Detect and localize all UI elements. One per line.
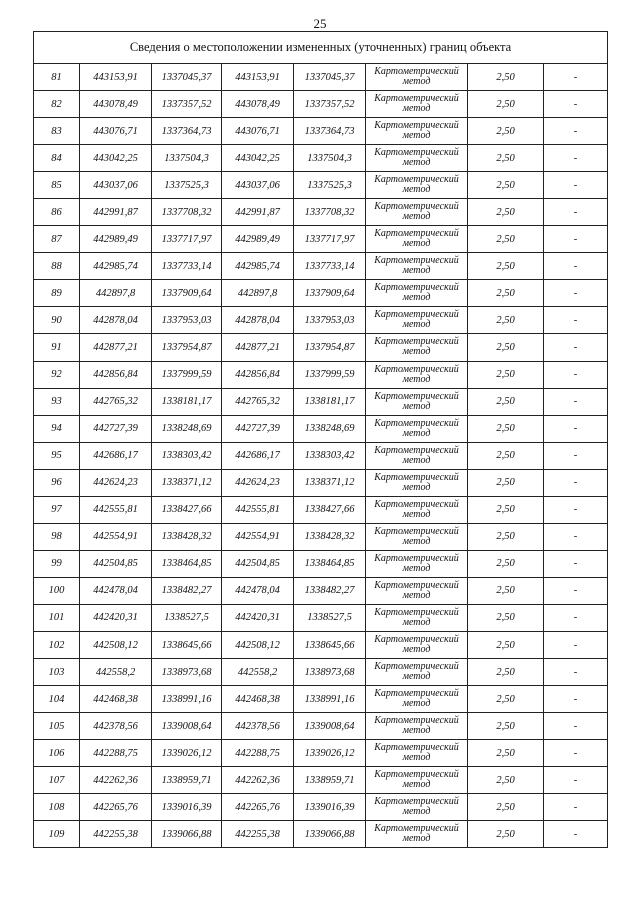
accuracy-cell: 2,50: [468, 172, 544, 199]
x-coordinate-cell: 442985,74: [80, 253, 152, 280]
note-cell: -: [544, 64, 608, 91]
accuracy-cell: 2,50: [468, 794, 544, 821]
new-y-coordinate-cell: 1338371,12: [294, 469, 366, 496]
note-cell: -: [544, 91, 608, 118]
x-coordinate-cell: 442686,17: [80, 442, 152, 469]
method-cell: Картометрический метод: [366, 388, 468, 415]
accuracy-cell: 2,50: [468, 713, 544, 740]
new-y-coordinate-cell: 1337364,73: [294, 118, 366, 145]
new-x-coordinate-cell: 442504,85: [222, 550, 294, 577]
new-y-coordinate-cell: 1338428,32: [294, 523, 366, 550]
x-coordinate-cell: 442991,87: [80, 199, 152, 226]
note-cell: -: [544, 334, 608, 361]
table-row: [34, 307, 608, 334]
new-x-coordinate-cell: 442288,75: [222, 740, 294, 767]
new-x-coordinate-cell: 442686,17: [222, 442, 294, 469]
table-row: [34, 91, 608, 118]
table-row: [34, 442, 608, 469]
method-cell: Картометрический метод: [366, 631, 468, 658]
point-number-cell: 83: [34, 118, 80, 145]
y-coordinate-cell: 1339016,39: [152, 794, 222, 821]
new-x-coordinate-cell: 442985,74: [222, 253, 294, 280]
table-row: [34, 767, 608, 794]
boundary-coordinates-table: [33, 31, 608, 848]
table-row: [34, 713, 608, 740]
new-x-coordinate-cell: 442468,38: [222, 686, 294, 713]
method-cell: Картометрический метод: [366, 821, 468, 848]
point-number-cell: 104: [34, 686, 80, 713]
new-x-coordinate-cell: 442878,04: [222, 307, 294, 334]
new-x-coordinate-cell: 442897,8: [222, 280, 294, 307]
new-x-coordinate-cell: 443153,91: [222, 64, 294, 91]
new-x-coordinate-cell: 442856,84: [222, 361, 294, 388]
x-coordinate-cell: 442262,36: [80, 767, 152, 794]
accuracy-cell: 2,50: [468, 496, 544, 523]
y-coordinate-cell: 1337999,59: [152, 361, 222, 388]
new-x-coordinate-cell: 442378,56: [222, 713, 294, 740]
point-number-cell: 91: [34, 334, 80, 361]
note-cell: -: [544, 631, 608, 658]
new-y-coordinate-cell: 1337504,3: [294, 145, 366, 172]
accuracy-cell: 2,50: [468, 659, 544, 686]
point-number-cell: 108: [34, 794, 80, 821]
note-cell: -: [544, 442, 608, 469]
new-x-coordinate-cell: 442877,21: [222, 334, 294, 361]
new-y-coordinate-cell: 1337045,37: [294, 64, 366, 91]
accuracy-cell: 2,50: [468, 118, 544, 145]
accuracy-cell: 2,50: [468, 253, 544, 280]
table-row: [34, 496, 608, 523]
x-coordinate-cell: 442265,76: [80, 794, 152, 821]
table-row: [34, 64, 608, 91]
table-title: Сведения о местоположении измененных (уточненных) границ объекта: [34, 32, 608, 64]
table-row: [34, 361, 608, 388]
x-coordinate-cell: 442255,38: [80, 821, 152, 848]
point-number-cell: 86: [34, 199, 80, 226]
new-y-coordinate-cell: 1337708,32: [294, 199, 366, 226]
new-x-coordinate-cell: 443037,06: [222, 172, 294, 199]
note-cell: -: [544, 469, 608, 496]
x-coordinate-cell: 442508,12: [80, 631, 152, 658]
y-coordinate-cell: 1337525,3: [152, 172, 222, 199]
table-row: [34, 145, 608, 172]
table-row: [34, 172, 608, 199]
accuracy-cell: 2,50: [468, 415, 544, 442]
method-cell: Картометрический метод: [366, 713, 468, 740]
accuracy-cell: 2,50: [468, 604, 544, 631]
method-cell: Картометрический метод: [366, 523, 468, 550]
x-coordinate-cell: 443042,25: [80, 145, 152, 172]
new-x-coordinate-cell: 442265,76: [222, 794, 294, 821]
y-coordinate-cell: 1337504,3: [152, 145, 222, 172]
method-cell: Картометрический метод: [366, 794, 468, 821]
method-cell: Картометрический метод: [366, 280, 468, 307]
method-cell: Картометрический метод: [366, 442, 468, 469]
table-row: [34, 334, 608, 361]
new-x-coordinate-cell: 442989,49: [222, 226, 294, 253]
new-x-coordinate-cell: 442508,12: [222, 631, 294, 658]
new-x-coordinate-cell: 443078,49: [222, 91, 294, 118]
y-coordinate-cell: 1337045,37: [152, 64, 222, 91]
new-x-coordinate-cell: 442558,2: [222, 659, 294, 686]
note-cell: -: [544, 577, 608, 604]
x-coordinate-cell: 442420,31: [80, 604, 152, 631]
y-coordinate-cell: 1338303,42: [152, 442, 222, 469]
y-coordinate-cell: 1337717,97: [152, 226, 222, 253]
point-number-cell: 103: [34, 659, 80, 686]
note-cell: -: [544, 253, 608, 280]
note-cell: -: [544, 199, 608, 226]
method-cell: Картометрический метод: [366, 334, 468, 361]
point-number-cell: 82: [34, 91, 80, 118]
new-y-coordinate-cell: 1338482,27: [294, 577, 366, 604]
new-x-coordinate-cell: 443042,25: [222, 145, 294, 172]
note-cell: -: [544, 550, 608, 577]
new-y-coordinate-cell: 1337999,59: [294, 361, 366, 388]
point-number-cell: 89: [34, 280, 80, 307]
method-cell: Картометрический метод: [366, 740, 468, 767]
x-coordinate-cell: 442897,8: [80, 280, 152, 307]
y-coordinate-cell: 1337953,03: [152, 307, 222, 334]
new-y-coordinate-cell: 1337525,3: [294, 172, 366, 199]
point-number-cell: 105: [34, 713, 80, 740]
y-coordinate-cell: 1338991,16: [152, 686, 222, 713]
accuracy-cell: 2,50: [468, 145, 544, 172]
x-coordinate-cell: 442468,38: [80, 686, 152, 713]
x-coordinate-cell: 442765,32: [80, 388, 152, 415]
accuracy-cell: 2,50: [468, 91, 544, 118]
note-cell: -: [544, 307, 608, 334]
y-coordinate-cell: 1338427,66: [152, 496, 222, 523]
note-cell: -: [544, 361, 608, 388]
point-number-cell: 85: [34, 172, 80, 199]
point-number-cell: 95: [34, 442, 80, 469]
table-row: [34, 415, 608, 442]
accuracy-cell: 2,50: [468, 280, 544, 307]
note-cell: -: [544, 604, 608, 631]
new-y-coordinate-cell: 1337954,87: [294, 334, 366, 361]
method-cell: Картометрический метод: [366, 172, 468, 199]
point-number-cell: 81: [34, 64, 80, 91]
y-coordinate-cell: 1338248,69: [152, 415, 222, 442]
table-body: [34, 32, 608, 848]
accuracy-cell: 2,50: [468, 64, 544, 91]
x-coordinate-cell: 442989,49: [80, 226, 152, 253]
table-row: [34, 604, 608, 631]
x-coordinate-cell: 442478,04: [80, 577, 152, 604]
y-coordinate-cell: 1338482,27: [152, 577, 222, 604]
accuracy-cell: 2,50: [468, 767, 544, 794]
new-y-coordinate-cell: 1337953,03: [294, 307, 366, 334]
y-coordinate-cell: 1338428,32: [152, 523, 222, 550]
x-coordinate-cell: 442727,39: [80, 415, 152, 442]
new-y-coordinate-cell: 1339016,39: [294, 794, 366, 821]
note-cell: -: [544, 767, 608, 794]
x-coordinate-cell: 442554,91: [80, 523, 152, 550]
y-coordinate-cell: 1339008,64: [152, 713, 222, 740]
table-title-row: [34, 32, 608, 64]
y-coordinate-cell: 1338464,85: [152, 550, 222, 577]
note-cell: -: [544, 523, 608, 550]
x-coordinate-cell: 442555,81: [80, 496, 152, 523]
point-number-cell: 107: [34, 767, 80, 794]
x-coordinate-cell: 443078,49: [80, 91, 152, 118]
new-y-coordinate-cell: 1337357,52: [294, 91, 366, 118]
accuracy-cell: 2,50: [468, 469, 544, 496]
method-cell: Картометрический метод: [366, 686, 468, 713]
accuracy-cell: 2,50: [468, 523, 544, 550]
method-cell: Картометрический метод: [366, 118, 468, 145]
note-cell: -: [544, 118, 608, 145]
note-cell: -: [544, 686, 608, 713]
x-coordinate-cell: 442558,2: [80, 659, 152, 686]
x-coordinate-cell: 442856,84: [80, 361, 152, 388]
point-number-cell: 94: [34, 415, 80, 442]
new-x-coordinate-cell: 442262,36: [222, 767, 294, 794]
x-coordinate-cell: 442878,04: [80, 307, 152, 334]
point-number-cell: 109: [34, 821, 80, 848]
method-cell: Картометрический метод: [366, 145, 468, 172]
y-coordinate-cell: 1338527,5: [152, 604, 222, 631]
x-coordinate-cell: 443037,06: [80, 172, 152, 199]
method-cell: Картометрический метод: [366, 604, 468, 631]
y-coordinate-cell: 1338645,66: [152, 631, 222, 658]
accuracy-cell: 2,50: [468, 686, 544, 713]
new-x-coordinate-cell: 442255,38: [222, 821, 294, 848]
new-x-coordinate-cell: 442420,31: [222, 604, 294, 631]
new-y-coordinate-cell: 1338991,16: [294, 686, 366, 713]
new-y-coordinate-cell: 1338464,85: [294, 550, 366, 577]
y-coordinate-cell: 1338371,12: [152, 469, 222, 496]
table-row: [34, 740, 608, 767]
new-x-coordinate-cell: 443076,71: [222, 118, 294, 145]
note-cell: -: [544, 740, 608, 767]
note-cell: -: [544, 226, 608, 253]
method-cell: Картометрический метод: [366, 577, 468, 604]
new-y-coordinate-cell: 1338645,66: [294, 631, 366, 658]
accuracy-cell: 2,50: [468, 740, 544, 767]
table-row: [34, 794, 608, 821]
note-cell: -: [544, 145, 608, 172]
point-number-cell: 97: [34, 496, 80, 523]
table-row: [34, 388, 608, 415]
new-x-coordinate-cell: 442991,87: [222, 199, 294, 226]
table-row: [34, 469, 608, 496]
note-cell: -: [544, 821, 608, 848]
point-number-cell: 88: [34, 253, 80, 280]
point-number-cell: 106: [34, 740, 80, 767]
page-number: 25: [313, 16, 327, 31]
accuracy-cell: 2,50: [468, 821, 544, 848]
note-cell: -: [544, 794, 608, 821]
accuracy-cell: 2,50: [468, 199, 544, 226]
new-x-coordinate-cell: 442478,04: [222, 577, 294, 604]
y-coordinate-cell: 1337364,73: [152, 118, 222, 145]
new-y-coordinate-cell: 1338959,71: [294, 767, 366, 794]
method-cell: Картометрический метод: [366, 415, 468, 442]
accuracy-cell: 2,50: [468, 442, 544, 469]
table-row: [34, 550, 608, 577]
point-number-cell: 90: [34, 307, 80, 334]
point-number-cell: 92: [34, 361, 80, 388]
point-number-cell: 100: [34, 577, 80, 604]
new-x-coordinate-cell: 442554,91: [222, 523, 294, 550]
method-cell: Картометрический метод: [366, 253, 468, 280]
table-row: [34, 659, 608, 686]
method-cell: Картометрический метод: [366, 307, 468, 334]
accuracy-cell: 2,50: [468, 226, 544, 253]
new-y-coordinate-cell: 1337733,14: [294, 253, 366, 280]
new-y-coordinate-cell: 1338181,17: [294, 388, 366, 415]
table-row: [34, 821, 608, 848]
new-y-coordinate-cell: 1339066,88: [294, 821, 366, 848]
x-coordinate-cell: 442378,56: [80, 713, 152, 740]
new-y-coordinate-cell: 1338427,66: [294, 496, 366, 523]
note-cell: -: [544, 659, 608, 686]
point-number-cell: 96: [34, 469, 80, 496]
accuracy-cell: 2,50: [468, 334, 544, 361]
method-cell: Картометрический метод: [366, 199, 468, 226]
x-coordinate-cell: 442877,21: [80, 334, 152, 361]
table-row: [34, 577, 608, 604]
note-cell: -: [544, 496, 608, 523]
y-coordinate-cell: 1339026,12: [152, 740, 222, 767]
table-row: [34, 253, 608, 280]
new-x-coordinate-cell: 442624,23: [222, 469, 294, 496]
y-coordinate-cell: 1339066,88: [152, 821, 222, 848]
new-y-coordinate-cell: 1337717,97: [294, 226, 366, 253]
new-y-coordinate-cell: 1338303,42: [294, 442, 366, 469]
note-cell: -: [544, 713, 608, 740]
method-cell: Картометрический метод: [366, 91, 468, 118]
new-x-coordinate-cell: 442765,32: [222, 388, 294, 415]
new-y-coordinate-cell: 1338248,69: [294, 415, 366, 442]
x-coordinate-cell: 442624,23: [80, 469, 152, 496]
new-y-coordinate-cell: 1338527,5: [294, 604, 366, 631]
new-y-coordinate-cell: 1339008,64: [294, 713, 366, 740]
point-number-cell: 99: [34, 550, 80, 577]
method-cell: Картометрический метод: [366, 767, 468, 794]
new-y-coordinate-cell: 1339026,12: [294, 740, 366, 767]
point-number-cell: 98: [34, 523, 80, 550]
note-cell: -: [544, 415, 608, 442]
table-row: [34, 686, 608, 713]
x-coordinate-cell: 443153,91: [80, 64, 152, 91]
point-number-cell: 87: [34, 226, 80, 253]
method-cell: Картометрический метод: [366, 659, 468, 686]
method-cell: Картометрический метод: [366, 496, 468, 523]
note-cell: -: [544, 172, 608, 199]
y-coordinate-cell: 1337909,64: [152, 280, 222, 307]
note-cell: -: [544, 280, 608, 307]
table-row: [34, 118, 608, 145]
method-cell: Картометрический метод: [366, 361, 468, 388]
method-cell: Картометрический метод: [366, 469, 468, 496]
x-coordinate-cell: 443076,71: [80, 118, 152, 145]
new-y-coordinate-cell: 1337909,64: [294, 280, 366, 307]
method-cell: Картометрический метод: [366, 226, 468, 253]
new-y-coordinate-cell: 1338973,68: [294, 659, 366, 686]
x-coordinate-cell: 442504,85: [80, 550, 152, 577]
accuracy-cell: 2,50: [468, 388, 544, 415]
accuracy-cell: 2,50: [468, 577, 544, 604]
note-cell: -: [544, 388, 608, 415]
table-row: [34, 199, 608, 226]
y-coordinate-cell: 1338959,71: [152, 767, 222, 794]
table-row: [34, 226, 608, 253]
accuracy-cell: 2,50: [468, 361, 544, 388]
y-coordinate-cell: 1338181,17: [152, 388, 222, 415]
y-coordinate-cell: 1337954,87: [152, 334, 222, 361]
accuracy-cell: 2,50: [468, 631, 544, 658]
y-coordinate-cell: 1337733,14: [152, 253, 222, 280]
x-coordinate-cell: 442288,75: [80, 740, 152, 767]
point-number-cell: 84: [34, 145, 80, 172]
y-coordinate-cell: 1337357,52: [152, 91, 222, 118]
new-x-coordinate-cell: 442555,81: [222, 496, 294, 523]
method-cell: Картометрический метод: [366, 550, 468, 577]
table-row: [34, 523, 608, 550]
y-coordinate-cell: 1338973,68: [152, 659, 222, 686]
point-number-cell: 101: [34, 604, 80, 631]
point-number-cell: 93: [34, 388, 80, 415]
table-row: [34, 280, 608, 307]
accuracy-cell: 2,50: [468, 550, 544, 577]
accuracy-cell: 2,50: [468, 307, 544, 334]
y-coordinate-cell: 1337708,32: [152, 199, 222, 226]
table-row: [34, 631, 608, 658]
method-cell: Картометрический метод: [366, 64, 468, 91]
point-number-cell: 102: [34, 631, 80, 658]
new-x-coordinate-cell: 442727,39: [222, 415, 294, 442]
